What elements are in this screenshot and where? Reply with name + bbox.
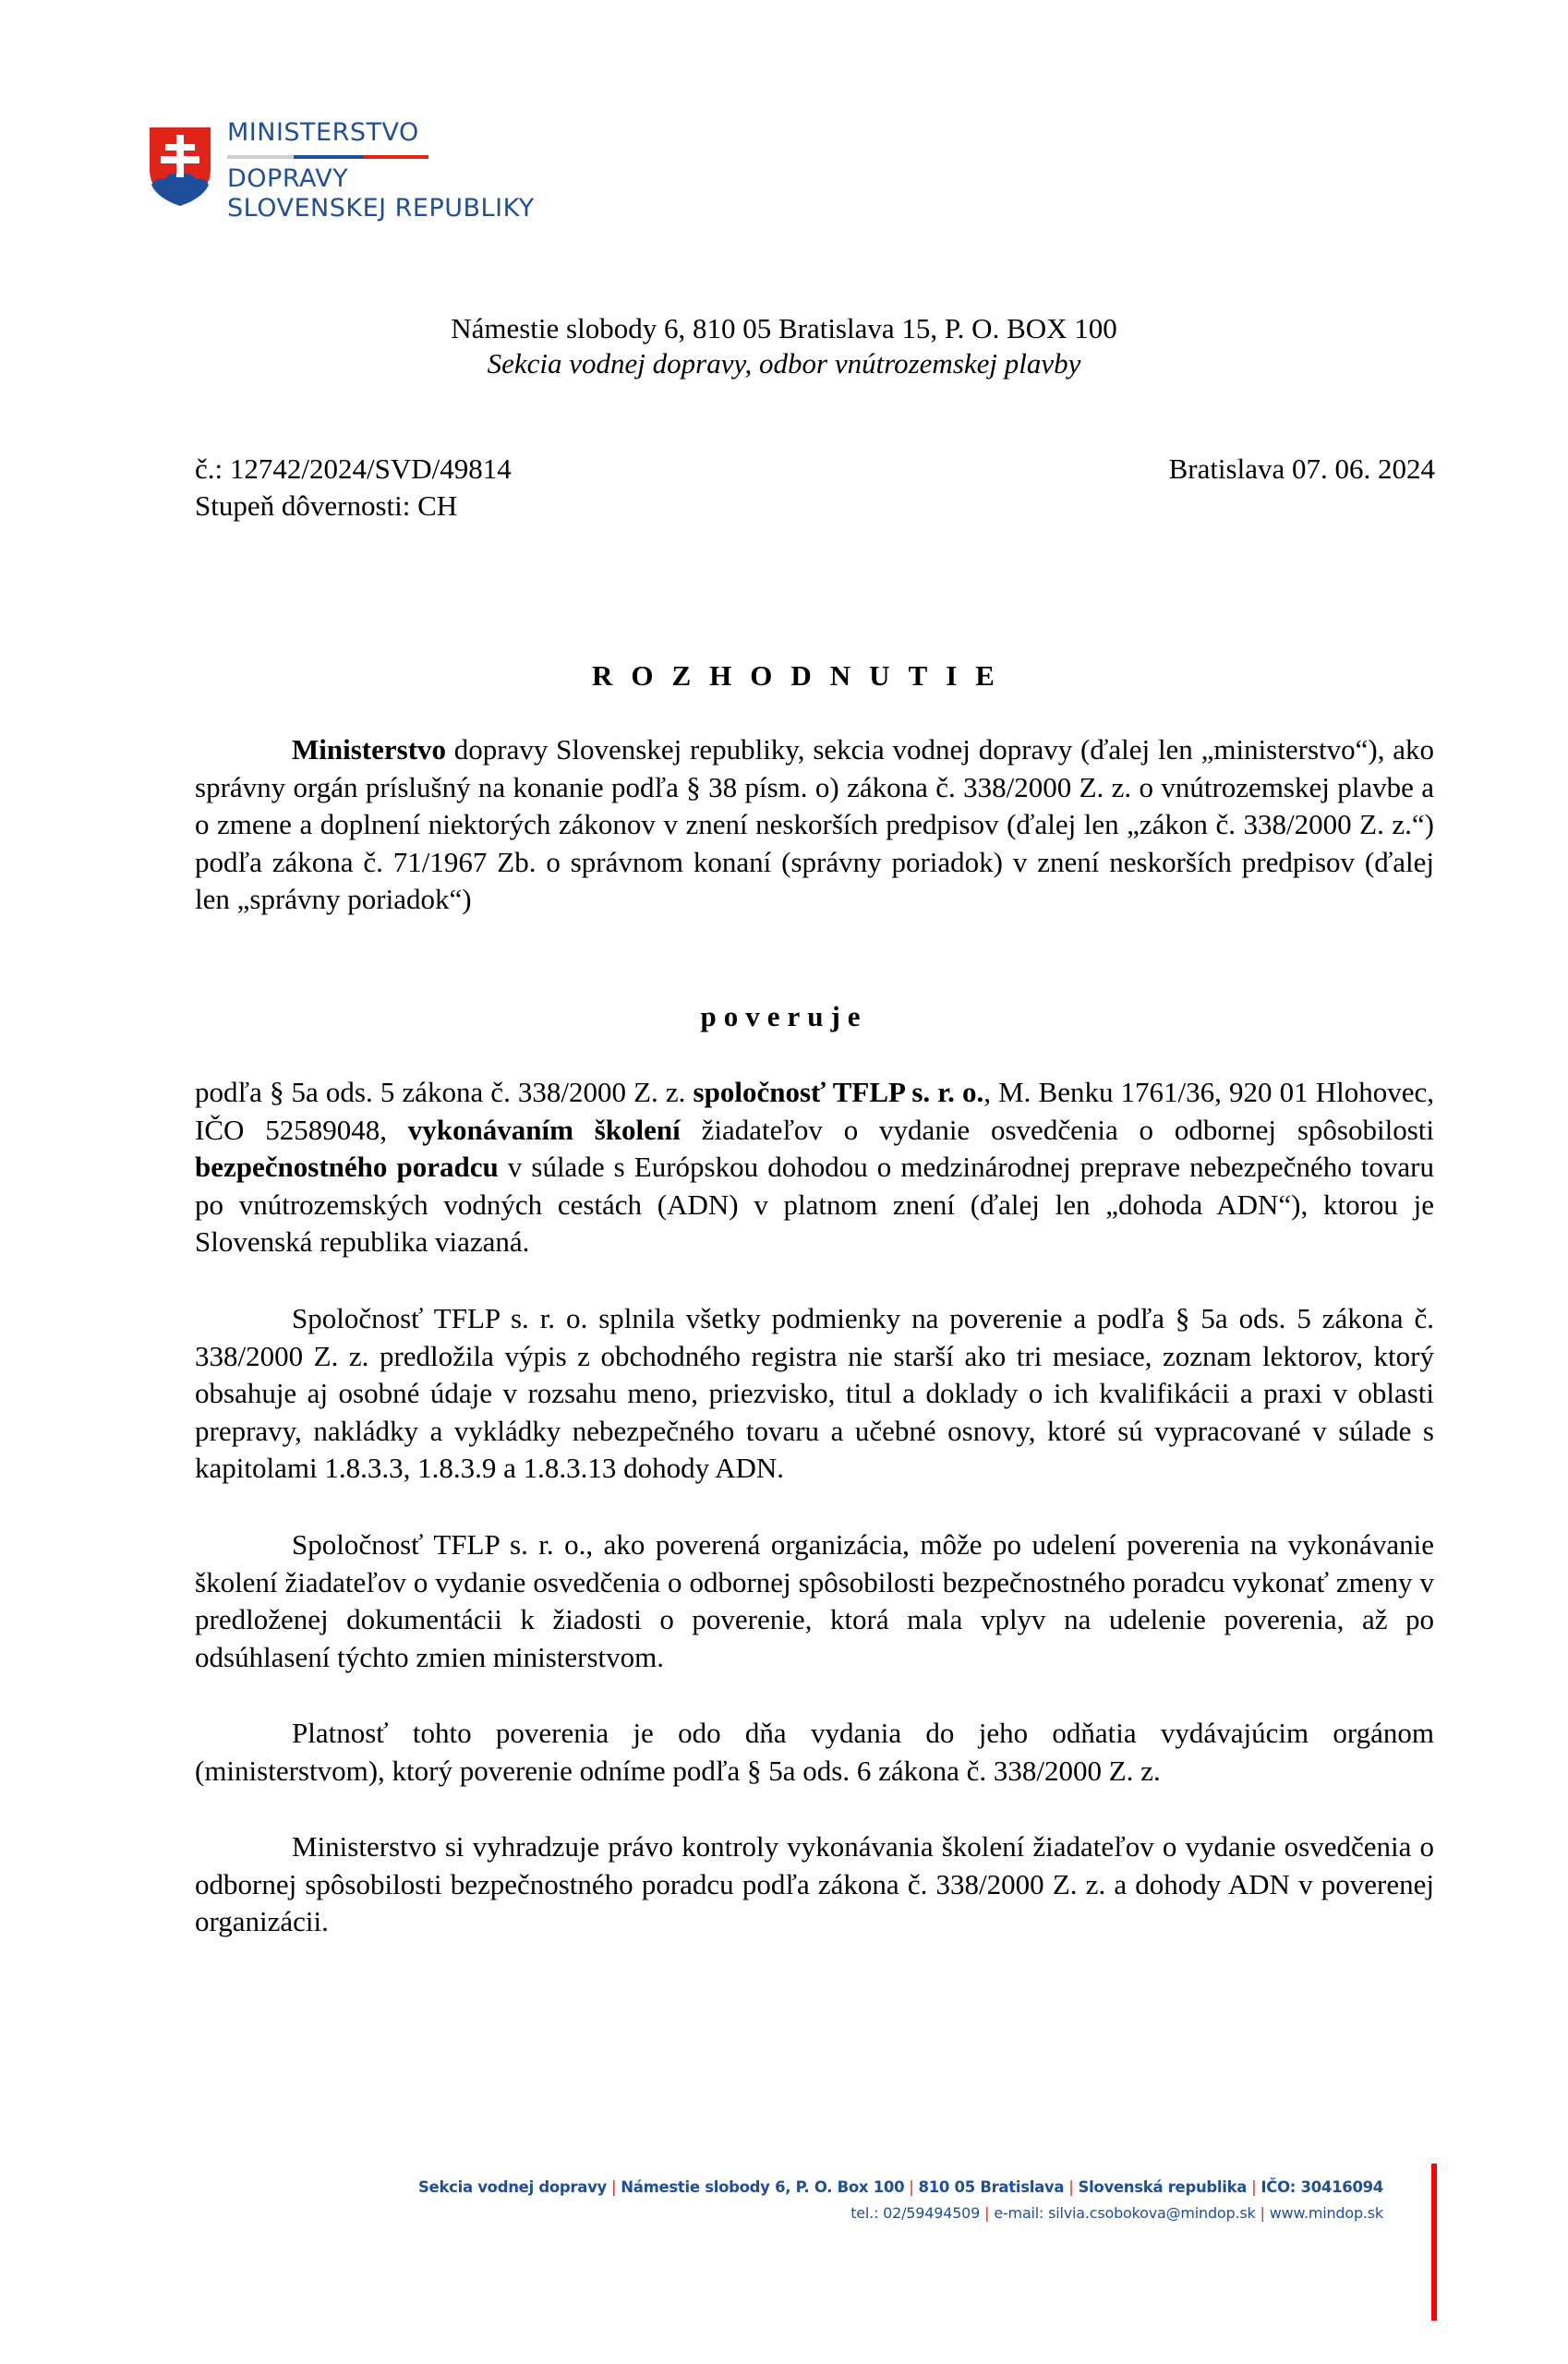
slovak-coat-of-arms-icon [148,126,212,207]
document-title: ROZHODNUTIE [592,659,1013,692]
confidentiality-level: Stupeň dôvernosti: CH [195,489,458,522]
paragraph-changes: Spoločnosť TFLP s. r. o., ako poverená organizácia, môže po udelení poverenia na vykonávanie školení žiadateľov o vydanie osvedčenia o odbornej spôsobilosti bezpečnostného poradcu vykonať zmeny v predloženej dokumentácii k žiadosti o poverenie, ktorá mala vplyv na udelenie poverenia, až po odsúhlasení týchto zmien ministerstvom. [195,1528,1434,1673]
paragraph-authorization [195,1074,1434,1261]
paragraph-intro [195,731,1434,919]
footer-ico: IČO: 30416094 [1260,2178,1383,2196]
header-address: Námestie slobody 6, 810 05 Bratislava 15, P. O. BOX 100 [451,312,1117,344]
place-and-date: Bratislava 07. 06. 2024 [1168,452,1435,485]
paragraph-conditions: Spoločnosť TFLP s. r. o. splnila všetky podmienky na poverenie a podľa § 5a ods. 5 zákona č. 338/2000 Z. z. predložila výpis z obchodného registra nie starší ako tri mesiace, zoznam lektorov, ktorý obsahuje aj osobné údaje v rozsahu meno, priezvisko, titul a doklady o ich kvalifikácii a praxi v oblasti prepravy, nakládky a vykládky nebezpečného tovaru a učebné osnovy, ktoré sú vypracované v súlade s kapitolami 1.8.3.3, 1.8.3.9 a 1.8.3.13 dohody ADN. [195,1302,1434,1484]
company-name: spoločnosť TFLP s. r. o. [693,1076,984,1108]
text-segment: žiadateľov o vydanie osvedčenia o odbornej spôsobilosti [680,1113,1434,1146]
footer-address: Námestie slobody 6, P. O. Box 100 [621,2178,905,2196]
paragraph-validity: Platnosť tohto poverenia je odo dňa vydania do jeho odňatia vydávajúcim orgánom (ministerstvom), ktorý poverenie odníme podľa § 5a ods. 6 zákona č. 338/2000 Z. z. [195,1717,1434,1787]
text-segment: , M. Benku 1761/36, 920 01 Hlohovec, IČO 52589048, [195,1076,1434,1146]
footer-separator: | [1068,2178,1074,2196]
footer-separator: | [1260,2204,1265,2222]
bold-lead: Ministerstvo [292,733,447,766]
logo-tricolor-bar [227,155,428,159]
footer-separator: | [611,2178,617,2196]
footer-section: Sekcia vodnej dopravy [417,2178,608,2196]
footer-separator: | [909,2178,914,2196]
text-segment: v súlade s Európskou dohodou o medzinárodnej preprave nebezpečného tovaru po vnútrozemských vodných cestách (ADN) v platnom znení (ďalej len „dohoda ADN“), ktorou je Slovenská republika viazaná. [195,1151,1434,1258]
footer-line-2 [850,2204,1383,2222]
header-section: Sekcia vodnej dopravy, odbor vnútrozemskej plavby [487,347,1081,380]
decision-verb: poveruje [700,1000,868,1032]
reference-number: č.: 12742/2024/SVD/49814 [195,452,512,485]
paragraph-text: dopravy Slovenskej republiky, sekcia vodnej dopravy (ďalej len „ministerstvo“), ako správny orgán príslušný na konanie podľa § 38 písm. o) zákona č. 338/2000 Z. z. o vnútrozemskej plavbe a o zmene a doplnení niektorých zákonov v znení neskorších predpisov (ďalej len „zákon č. 338/2000 Z. z.“) podľa zákona č. 71/1967 Zb. o správnom konaní (správny poriadok) v znení neskorších predpisov (ďalej len „správny poriadok“) [195,733,1434,915]
logo-title-line3: SLOVENSKEJ REPUBLIKY [227,194,535,223]
logo-title-line2: DOPRAVY [227,164,349,193]
footer-city: 810 05 Bratislava [918,2178,1065,2196]
footer-line-1 [418,2178,1383,2196]
footer-red-rule [1431,2164,1437,2321]
advisor-role: bezpečnostného poradcu [195,1151,499,1183]
authorized-activity: vykonávaním školení [407,1113,681,1146]
footer-website-link[interactable]: www.mindop.sk [1269,2204,1383,2222]
footer-separator: | [1251,2178,1257,2196]
logo-title-line1: MINISTERSTVO [227,118,419,147]
footer-email-link[interactable]: e-mail: silvia.csobokova@mindop.sk [994,2204,1256,2222]
footer-separator: | [984,2204,990,2222]
footer-phone: tel.: 02/59494509 [850,2204,981,2222]
paragraph-control: Ministerstvo si vyhradzuje právo kontroly vykonávania školení žiadateľov o vydanie osvedčenia o odbornej spôsobilosti bezpečnostného poradcu podľa zákona č. 338/2000 Z. z. a dohody ADN v poverenej organizácii. [195,1830,1434,1937]
footer-country: Slovenská republika [1078,2178,1248,2196]
text-segment: podľa § 5a ods. 5 zákona č. 338/2000 Z. z. [195,1076,694,1108]
